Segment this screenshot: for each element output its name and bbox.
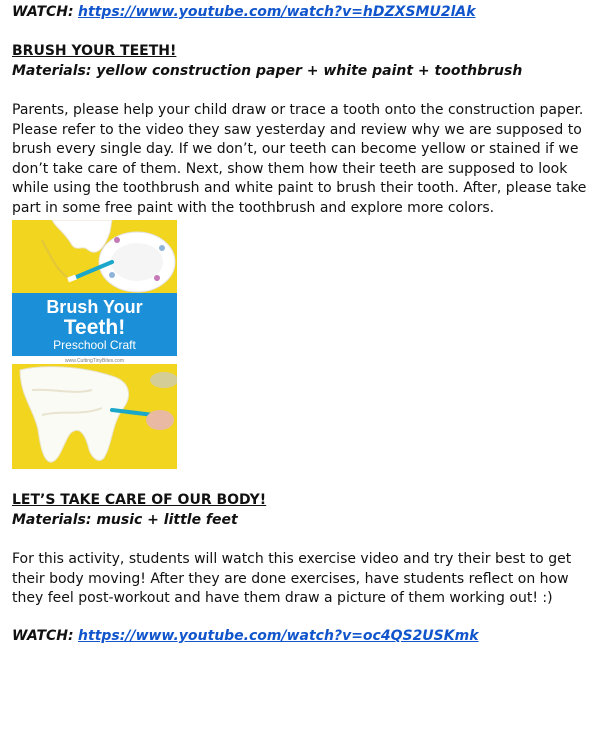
video-link-2[interactable]: https://www.youtube.com/watch?v=oc4QS2USKmk	[78, 628, 479, 644]
watch-label: WATCH:	[12, 628, 74, 644]
section-heading-take-care-body: LET’S TAKE CARE OF OUR BODY!	[12, 492, 267, 508]
banner-line-1: Brush Your	[46, 297, 143, 317]
watch-label: WATCH:	[12, 4, 74, 20]
craft-photo-collage	[12, 220, 177, 469]
banner-credit: www.CuttingTinyBites.com	[65, 358, 124, 364]
child-hand	[146, 410, 174, 430]
watch-line-1	[12, 3, 476, 23]
materials-line-take-care-body: Materials: music + little feet	[12, 512, 238, 528]
instructions-paragraph-take-care-body: For this activity, students will watch this exercise video and try their best to get their body moving! After they are done exercises, have students reflect on how they feel post-workout and have them draw a picture of them working out! :)	[12, 551, 572, 606]
video-link-1[interactable]: https://www.youtube.com/watch?v=hDZXSMU2lAk	[78, 4, 476, 20]
brush-your-teeth-craft-image	[12, 220, 177, 469]
section-heading-brush-teeth: BRUSH YOUR TEETH!	[12, 43, 177, 59]
materials-line-brush-teeth: Materials: yellow construction paper + white paint + toothbrush	[12, 63, 523, 79]
banner-line-3: Preschool Craft	[53, 338, 136, 352]
watch-line-2	[12, 627, 479, 647]
banner-line-2: Teeth!	[63, 316, 126, 339]
instructions-paragraph-brush-teeth: Parents, please help your child draw or trace a tooth onto the construction paper. Please refer to the video they saw yesterday and review why we are supposed to brush every single day. If we don’t, our teeth can become yellow or stained if we don’t take care of them. Next, show them how their teeth are supposed to look while using the toothbrush and white paint to brush their tooth. After, please take part in some free paint with the toothbrush and explore more colors.	[12, 102, 587, 216]
